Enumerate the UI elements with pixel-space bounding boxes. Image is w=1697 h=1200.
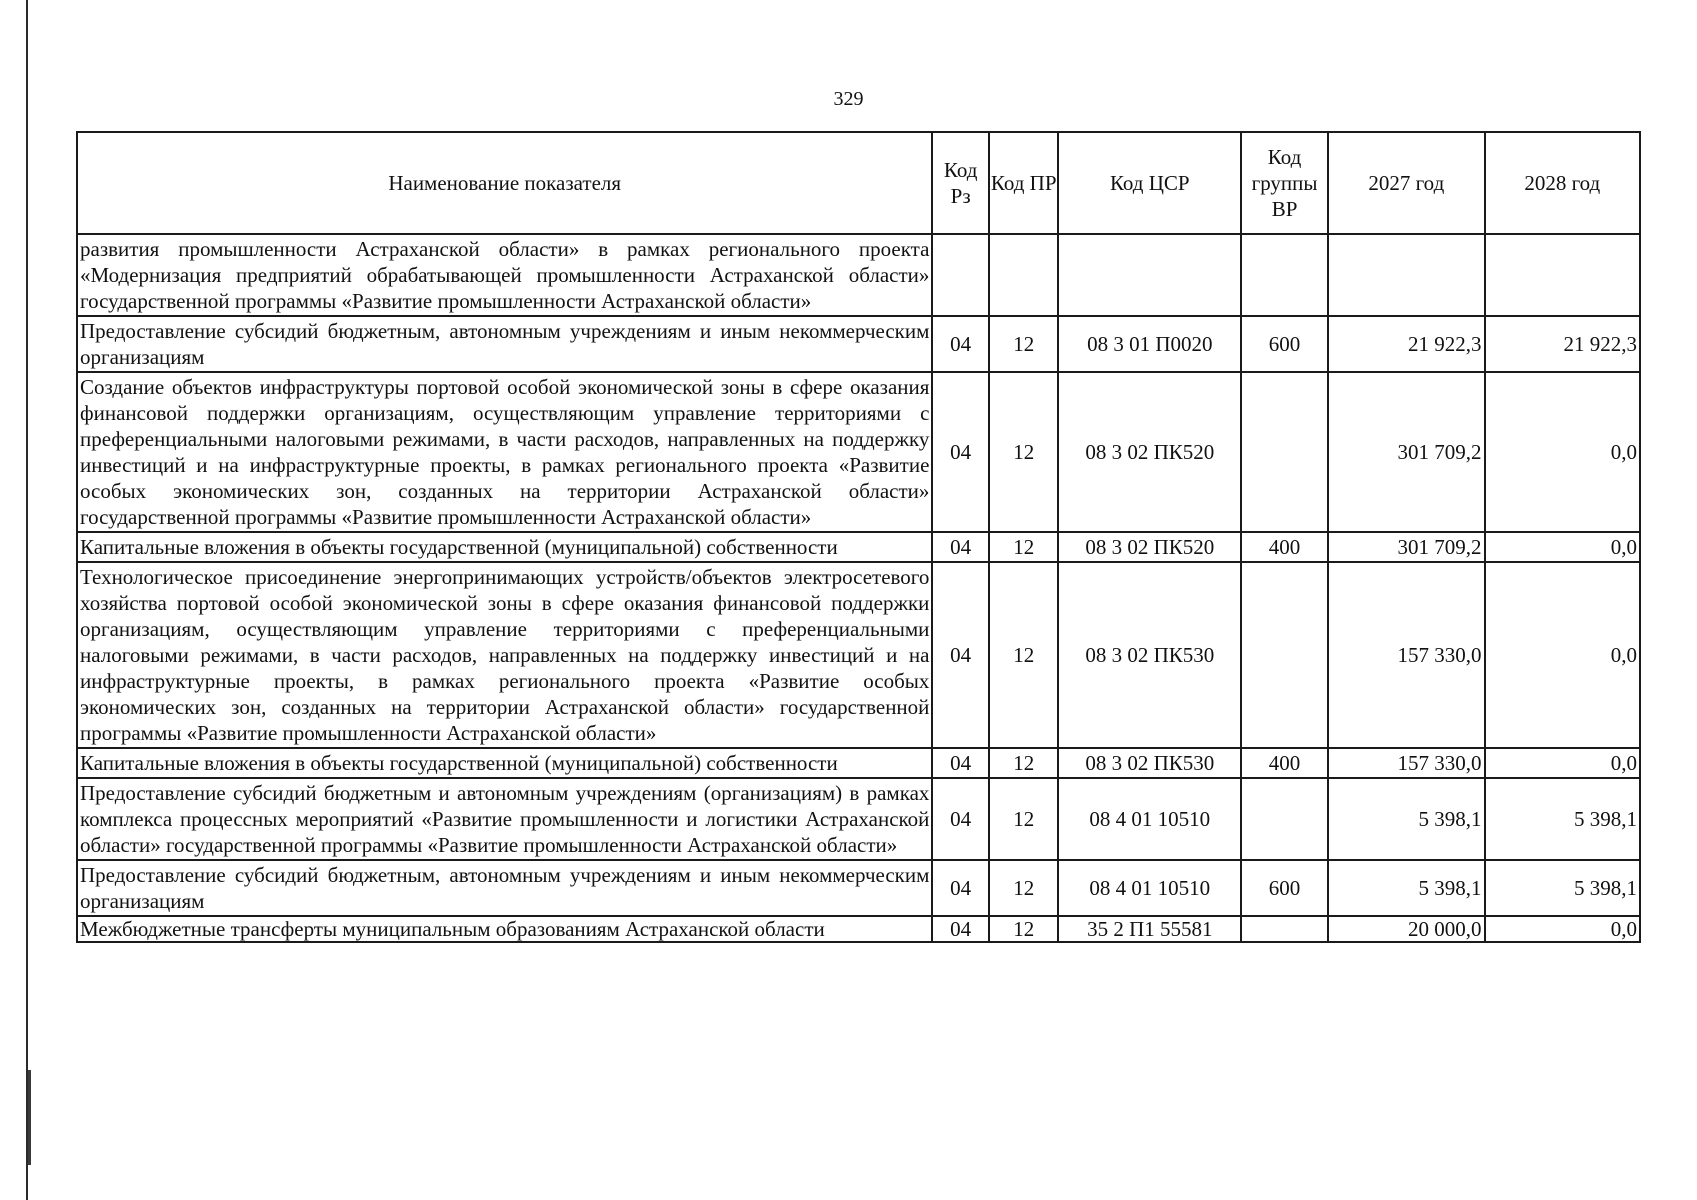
row-csr: 08 4 01 10510 (1058, 778, 1241, 860)
row-vr: 600 (1241, 860, 1328, 916)
row-vr: 400 (1241, 748, 1328, 778)
row-2027: 5 398,1 (1328, 778, 1485, 860)
row-pr: 12 (989, 916, 1059, 942)
row-2027: 301 709,2 (1328, 372, 1485, 532)
row-pr: 12 (989, 532, 1059, 562)
row-vr: 400 (1241, 532, 1328, 562)
row-rz: 04 (932, 316, 989, 372)
row-csr: 08 3 02 ПК520 (1058, 532, 1241, 562)
row-rz: 04 (932, 562, 989, 748)
row-name: Межбюджетные трансферты муниципальным образованиям Астраханской области (77, 916, 932, 942)
budget-table-container (76, 131, 1641, 943)
table-row (77, 916, 1640, 942)
row-name: Капитальные вложения в объекты государственной (муниципальной) собственности (77, 532, 932, 562)
header-rz: Код Рз (932, 132, 989, 234)
row-rz (932, 234, 989, 316)
table-row (77, 860, 1640, 916)
row-rz: 04 (932, 778, 989, 860)
binding-line (26, 0, 28, 1200)
table-row (77, 562, 1640, 748)
row-pr: 12 (989, 860, 1059, 916)
row-pr: 12 (989, 316, 1059, 372)
row-pr: 12 (989, 748, 1059, 778)
row-2028: 0,0 (1485, 748, 1640, 778)
row-vr (1241, 562, 1328, 748)
row-name: Технологическое присоединение энергопринимающих устройств/объектов электросетевого хозяйства портовой особой экономической зоны в сфере оказания финансовой поддержки организациям, осуществляющим управление территориями с преференциальными налоговыми режимами, в части расходов, направленных на поддержку инвестиций и на инфраструктурные проекты, в рамках регионального проекта «Развитие особых экономических зон, созданных на территории Астраханской области» государственной программы «Развитие промышленности Астраханской области» (77, 562, 932, 748)
table-row (77, 778, 1640, 860)
row-csr: 08 4 01 10510 (1058, 860, 1241, 916)
row-name: развития промышленности Астраханской области» в рамках регионального проекта «Модернизация предприятий обрабатывающей промышленности Астраханской области» государственной программы «Развитие промышленности Астраханской области» (77, 234, 932, 316)
row-name: Предоставление субсидий бюджетным, автономным учреждениям и иным некоммерческим организациям (77, 860, 932, 916)
row-pr (989, 234, 1059, 316)
row-name: Предоставление субсидий бюджетным и автономным учреждениям (организациям) в рамках комплекса процессных мероприятий «Развитие промышленности и логистики Астраханской области» государственной программы «Развитие промышленности Астраханской области» (77, 778, 932, 860)
table-row (77, 234, 1640, 316)
row-rz: 04 (932, 860, 989, 916)
row-2027: 5 398,1 (1328, 860, 1485, 916)
row-2027 (1328, 234, 1485, 316)
row-name: Предоставление субсидий бюджетным, автономным учреждениям и иным некоммерческим организациям (77, 316, 932, 372)
row-csr: 35 2 П1 55581 (1058, 916, 1241, 942)
table-row (77, 316, 1640, 372)
header-pr: Код ПР (989, 132, 1059, 234)
row-vr (1241, 916, 1328, 942)
header-2028: 2028 год (1485, 132, 1640, 234)
row-vr (1241, 372, 1328, 532)
budget-table (76, 131, 1641, 943)
row-vr (1241, 234, 1328, 316)
row-pr: 12 (989, 372, 1059, 532)
row-pr: 12 (989, 778, 1059, 860)
row-csr: 08 3 02 ПК530 (1058, 562, 1241, 748)
header-row (77, 132, 1640, 234)
header-name: Наименование показателя (77, 132, 932, 234)
row-csr (1058, 234, 1241, 316)
table-row (77, 532, 1640, 562)
header-2027: 2027 год (1328, 132, 1485, 234)
row-vr (1241, 778, 1328, 860)
header-vr: Код группы ВР (1241, 132, 1328, 234)
binding-mark (28, 1070, 31, 1165)
row-csr: 08 3 02 ПК520 (1058, 372, 1241, 532)
row-rz: 04 (932, 916, 989, 942)
row-2028: 5 398,1 (1485, 778, 1640, 860)
row-2028: 0,0 (1485, 562, 1640, 748)
row-2027: 21 922,3 (1328, 316, 1485, 372)
row-2028: 0,0 (1485, 372, 1640, 532)
row-csr: 08 3 01 П0020 (1058, 316, 1241, 372)
table-row (77, 372, 1640, 532)
row-2028 (1485, 234, 1640, 316)
row-2027: 301 709,2 (1328, 532, 1485, 562)
row-rz: 04 (932, 748, 989, 778)
row-2027: 157 330,0 (1328, 562, 1485, 748)
row-2028: 0,0 (1485, 916, 1640, 942)
row-2027: 157 330,0 (1328, 748, 1485, 778)
row-2027: 20 000,0 (1328, 916, 1485, 942)
page-number: 329 (833, 88, 864, 110)
row-rz: 04 (932, 532, 989, 562)
row-2028: 21 922,3 (1485, 316, 1640, 372)
row-name: Капитальные вложения в объекты государственной (муниципальной) собственности (77, 748, 932, 778)
header-csr: Код ЦСР (1058, 132, 1241, 234)
row-2028: 5 398,1 (1485, 860, 1640, 916)
table-row (77, 748, 1640, 778)
row-vr: 600 (1241, 316, 1328, 372)
row-2028: 0,0 (1485, 532, 1640, 562)
row-pr: 12 (989, 562, 1059, 748)
row-name: Создание объектов инфраструктуры портовой особой экономической зоны в сфере оказания финансовой поддержки организациям, осуществляющим управление территориями с преференциальными налоговыми режимами, в части расходов, направленных на поддержку инвестиций и на инфраструктурные проекты, в рамках регионального проекта «Развитие особых экономических зон, созданных на территории Астраханской области» государственной программы «Развитие промышленности Астраханской области» (77, 372, 932, 532)
row-rz: 04 (932, 372, 989, 532)
row-csr: 08 3 02 ПК530 (1058, 748, 1241, 778)
